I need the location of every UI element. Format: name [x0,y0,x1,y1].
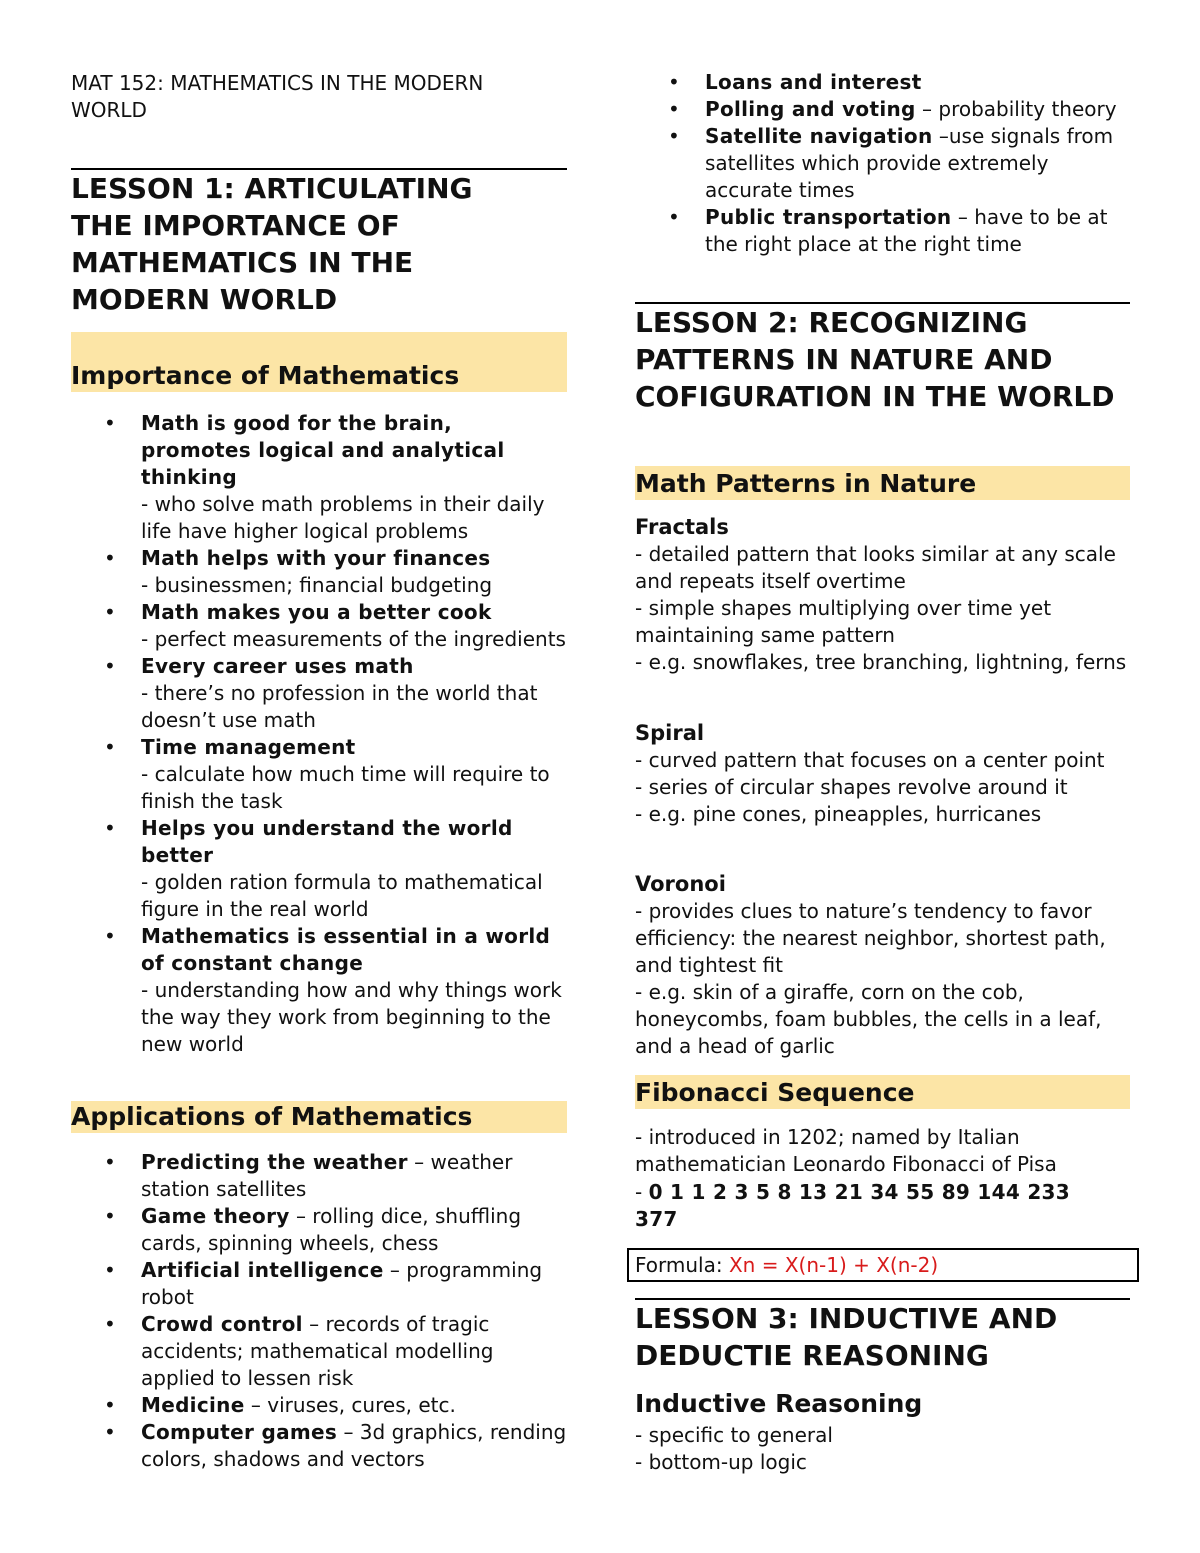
application-item-desc: – probability theory [915,97,1117,121]
application-item-title: Predicting the weather [141,1150,408,1174]
pattern-name: Voronoi [635,872,726,896]
importance-item [71,599,567,653]
pattern-name: Fractals [635,515,729,539]
application-item [71,1419,567,1473]
importance-item-title: • Time management [141,735,356,759]
importance-item [71,734,567,815]
importance-item-desc: - there’s no profession in the world that doesn’t use math [141,681,538,732]
patterns-heading: Math Patterns in Nature [635,469,977,498]
application-item [71,1392,567,1419]
importance-item-title: • Every career uses math [141,654,414,678]
application-item-desc: – 3d graphics, rending colors, shadows and vectors [141,1420,567,1471]
lesson-1-title: LESSON 1: ARTICULATING THE IMPORTANCE OF MATHEMATICS IN THE MODERN WORLD [71,172,473,316]
importance-item [71,545,567,599]
application-item-title: Loans and interest [705,70,922,94]
pattern-line: - e.g. pine cones, pineapples, hurricanes [635,802,1042,826]
importance-item-desc: - calculate how much time will require to finish the task [141,762,550,813]
formula-label: Formula: [635,1253,729,1277]
importance-item-title: • Helps you understand the world better [141,816,513,867]
fractals-section [635,514,1130,676]
inductive-line: - specific to general [635,1423,833,1447]
pattern-name: Spiral [635,721,705,745]
importance-item-title: • Math is good for the brain, promotes logical and analytical thinking [141,411,505,489]
inductive-section [635,1422,1105,1476]
application-item [635,204,1130,258]
importance-item [71,653,567,734]
application-item [71,1149,567,1203]
fibonacci-sequence-line [635,1179,1105,1233]
fibonacci-heading-band [635,1075,1130,1109]
pattern-line: - detailed pattern that looks similar at any scale and repeats itself overtime [635,542,1116,593]
applications-list-continued [635,69,1130,258]
application-item [71,1257,567,1311]
pattern-line: - e.g. snowflakes, tree branching, lightning, ferns [635,650,1127,674]
importance-heading: Importance of Mathematics [71,361,460,390]
application-item [635,123,1130,204]
applications-list [71,1149,567,1473]
application-item-desc: – records of tragic accidents; mathematical modelling applied to lessen risk [141,1312,494,1390]
application-item-desc: –use signals from satellites which provide extremely accurate times [705,124,1114,202]
lesson-3-title: LESSON 3: INDUCTIVE AND DEDUCTIE REASONING [635,1302,1058,1372]
importance-item-title: • Math helps with your finances [141,546,491,570]
importance-item [71,815,567,923]
fibonacci-intro: - introduced in 1202; named by Italian mathematician Leonardo Fibonacci of Pisa [635,1125,1057,1176]
importance-item-desc: - golden ration formula to mathematical figure in the real world [141,870,543,921]
lesson-2-title: LESSON 2: RECOGNIZING PATTERNS IN NATURE AND COFIGURATION IN THE WORLD [635,306,1115,413]
pattern-line: - series of circular shapes revolve around it [635,775,1068,799]
pattern-line: - e.g. skin of a giraffe, corn on the cob, honeycombs, foam bubbles, the cells in a leaf, and a head of garlic [635,980,1102,1058]
pattern-line: - curved pattern that focuses on a center point [635,748,1105,772]
application-item-desc: – weather station satellites [141,1150,513,1201]
importance-list [71,410,567,1058]
importance-item-desc: - understanding how and why things work the way they work from beginning to the new world [141,978,562,1056]
importance-item-desc: - perfect measurements of the ingredients [141,627,566,651]
application-item [71,1311,567,1392]
importance-heading-band [71,332,567,392]
application-item-title: Public transportation [705,205,952,229]
fibonacci-heading: Fibonacci Sequence [635,1078,915,1107]
pattern-line: - provides clues to nature’s tendency to favor efficiency: the nearest neighbor, shortest path, and tightest fit [635,899,1106,977]
application-item-title: Artificial intelligence [141,1258,384,1282]
importance-item-title: • Math makes you a better cook [141,600,492,624]
application-item-desc: – programming robot [141,1258,543,1309]
pattern-line: - simple shapes multiplying over time yet maintaining same pattern [635,596,1052,647]
application-item-desc: – rolling dice, shuffling cards, spinning wheels, chess [141,1204,522,1255]
voronoi-section [635,871,1130,1060]
application-item [71,1203,567,1257]
application-item-title: Satellite navigation [705,124,933,148]
application-item-desc: – have to be at the right place at the right time [705,205,1108,256]
importance-item-desc: - businessmen; financial budgeting [141,573,493,597]
inductive-heading: Inductive Reasoning [635,1389,923,1418]
sequence-dash: - [635,1180,649,1204]
importance-item-desc: - who solve math problems in their daily life have higher logical problems [141,492,545,543]
applications-heading-band [71,1101,567,1133]
application-item-title: Crowd control [141,1312,303,1336]
patterns-heading-band [635,466,1130,500]
importance-item-title: • Mathematics is essential in a world of constant change [141,924,551,975]
importance-item [71,410,567,545]
fibonacci-formula: Xn = X(n-1) + X(n-2) [728,1253,939,1277]
spiral-section [635,720,1130,828]
inductive-line: - bottom-up logic [635,1450,807,1474]
application-item-desc: – viruses, cures, etc. [244,1393,456,1417]
application-item-title: Medicine [141,1393,245,1417]
application-item-title: Computer games [141,1420,338,1444]
application-item-title: Game theory [141,1204,290,1228]
applications-heading: Applications of Mathematics [71,1102,473,1131]
fibonacci-sequence: 0 1 1 2 3 5 8 13 21 34 55 89 144 233 377 [635,1180,1070,1231]
application-item [635,96,1130,123]
application-item [635,69,1130,96]
importance-item [71,923,567,1058]
application-item-title: Polling and voting [705,97,916,121]
fibonacci-formula-box [627,1248,1139,1282]
course-title: MAT 152: MATHEMATICS IN THE MODERN WORLD [71,71,484,122]
